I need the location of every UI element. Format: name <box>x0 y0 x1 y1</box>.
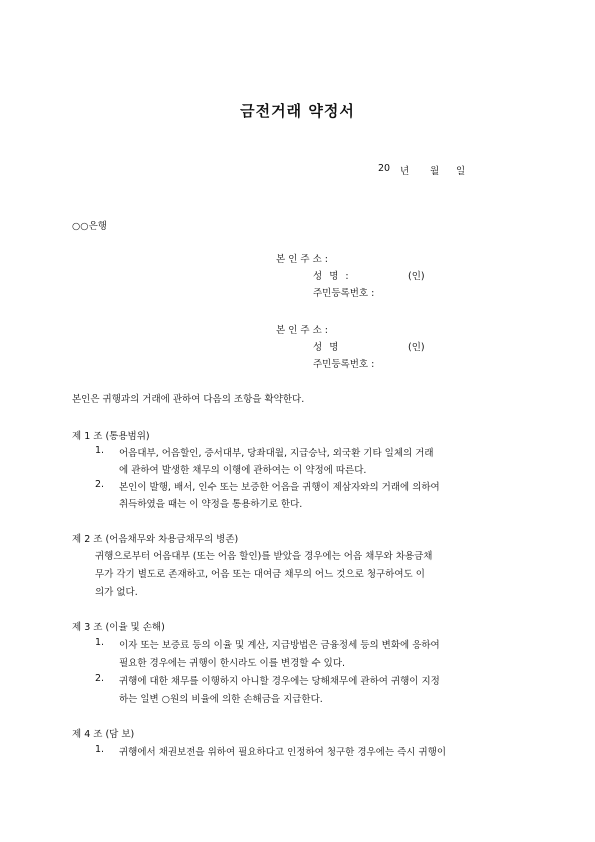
article-1-item-2-line-1: 본인이 발행, 배서, 인수 또는 보증한 어음을 귀행이 제삼자와의 거래에 의하여 <box>119 482 440 493</box>
signer-2-address-label: 본 인 주 소 : <box>276 325 328 336</box>
article-2-heading: 제 2 조 (어음채무와 차용금채무의 병존) <box>72 534 239 545</box>
signer-2-name-label: 성 명 <box>313 342 341 353</box>
document-title: 금전거래 약정서 <box>240 102 355 120</box>
article-3-item-2-line-2: 하는 일변 ○원의 비율에 의한 손해금을 지급한다. <box>119 694 323 705</box>
signer-2-seal: (인) <box>408 342 425 353</box>
signer-2-id-label: 주민등록번호 : <box>313 359 375 370</box>
date-year-unit: 년 <box>400 166 410 177</box>
article-2-body-line-1: 귀행으로부터 어음대부 (또는 어음 할인)를 받았을 경우에는 어음 채무와 차용금채 <box>95 551 433 562</box>
article-2-body-line-3: 의가 없다. <box>95 587 138 598</box>
article-1-item-1-num: 1. <box>95 445 105 456</box>
bank-name: ○○은행 <box>72 221 107 232</box>
article-3-item-1-line-1: 이자 또는 보증료 등의 이율 및 계산, 지급방법은 금융정세 등의 변화에 응하여 <box>119 640 440 651</box>
article-1-item-1-line-1: 어음대부, 어음할인, 증서대부, 당좌대월, 지급승낙, 외국환 기타 일체의 거래 <box>119 448 434 459</box>
article-2-body-line-2: 무가 각기 별도로 존재하고, 어음 또는 대여금 채무의 어느 것으로 청구하여도 이 <box>95 569 425 580</box>
intro-statement: 본인은 귀행과의 거래에 관하여 다음의 조항을 확약한다. <box>72 394 305 405</box>
date-year: 20 <box>378 163 391 174</box>
signer-1-name-label: 성 명 : <box>313 271 351 282</box>
date-month-unit: 월 <box>430 166 440 177</box>
article-3-item-1-num: 1. <box>95 637 105 648</box>
signer-1-address-label: 본 인 주 소 : <box>276 254 328 265</box>
article-3-item-2-num: 2. <box>95 673 105 684</box>
article-4-item-1-line-1: 귀행에서 채권보전을 위하여 필요하다고 인정하여 청구한 경우에는 즉시 귀행이 <box>119 747 447 758</box>
article-1-item-2-line-2: 취득하였을 때는 이 약정을 통용하기로 한다. <box>119 499 303 510</box>
article-1-item-1-line-2: 에 관하여 발생한 채무의 이행에 관하여는 이 약정에 따른다. <box>119 465 367 476</box>
signer-1-id-label: 주민등록번호 : <box>313 288 375 299</box>
article-3-item-2-line-1: 귀행에 대한 채무를 이행하지 아니할 경우에는 당해채무에 관하여 귀행이 지정 <box>119 676 440 687</box>
article-4-item-1-num: 1. <box>95 744 105 755</box>
article-1-item-2-num: 2. <box>95 479 105 490</box>
article-1-heading: 제 1 조 (통용범위) <box>72 431 150 442</box>
date-day-unit: 일 <box>456 166 466 177</box>
article-3-heading: 제 3 조 (이율 및 손해) <box>72 622 165 633</box>
signer-1-seal: (인) <box>408 271 425 282</box>
article-4-heading: 제 4 조 (담 보) <box>72 729 135 740</box>
article-3-item-1-line-2: 필요한 경우에는 귀행이 한시라도 이를 변경할 수 있다. <box>119 658 346 669</box>
